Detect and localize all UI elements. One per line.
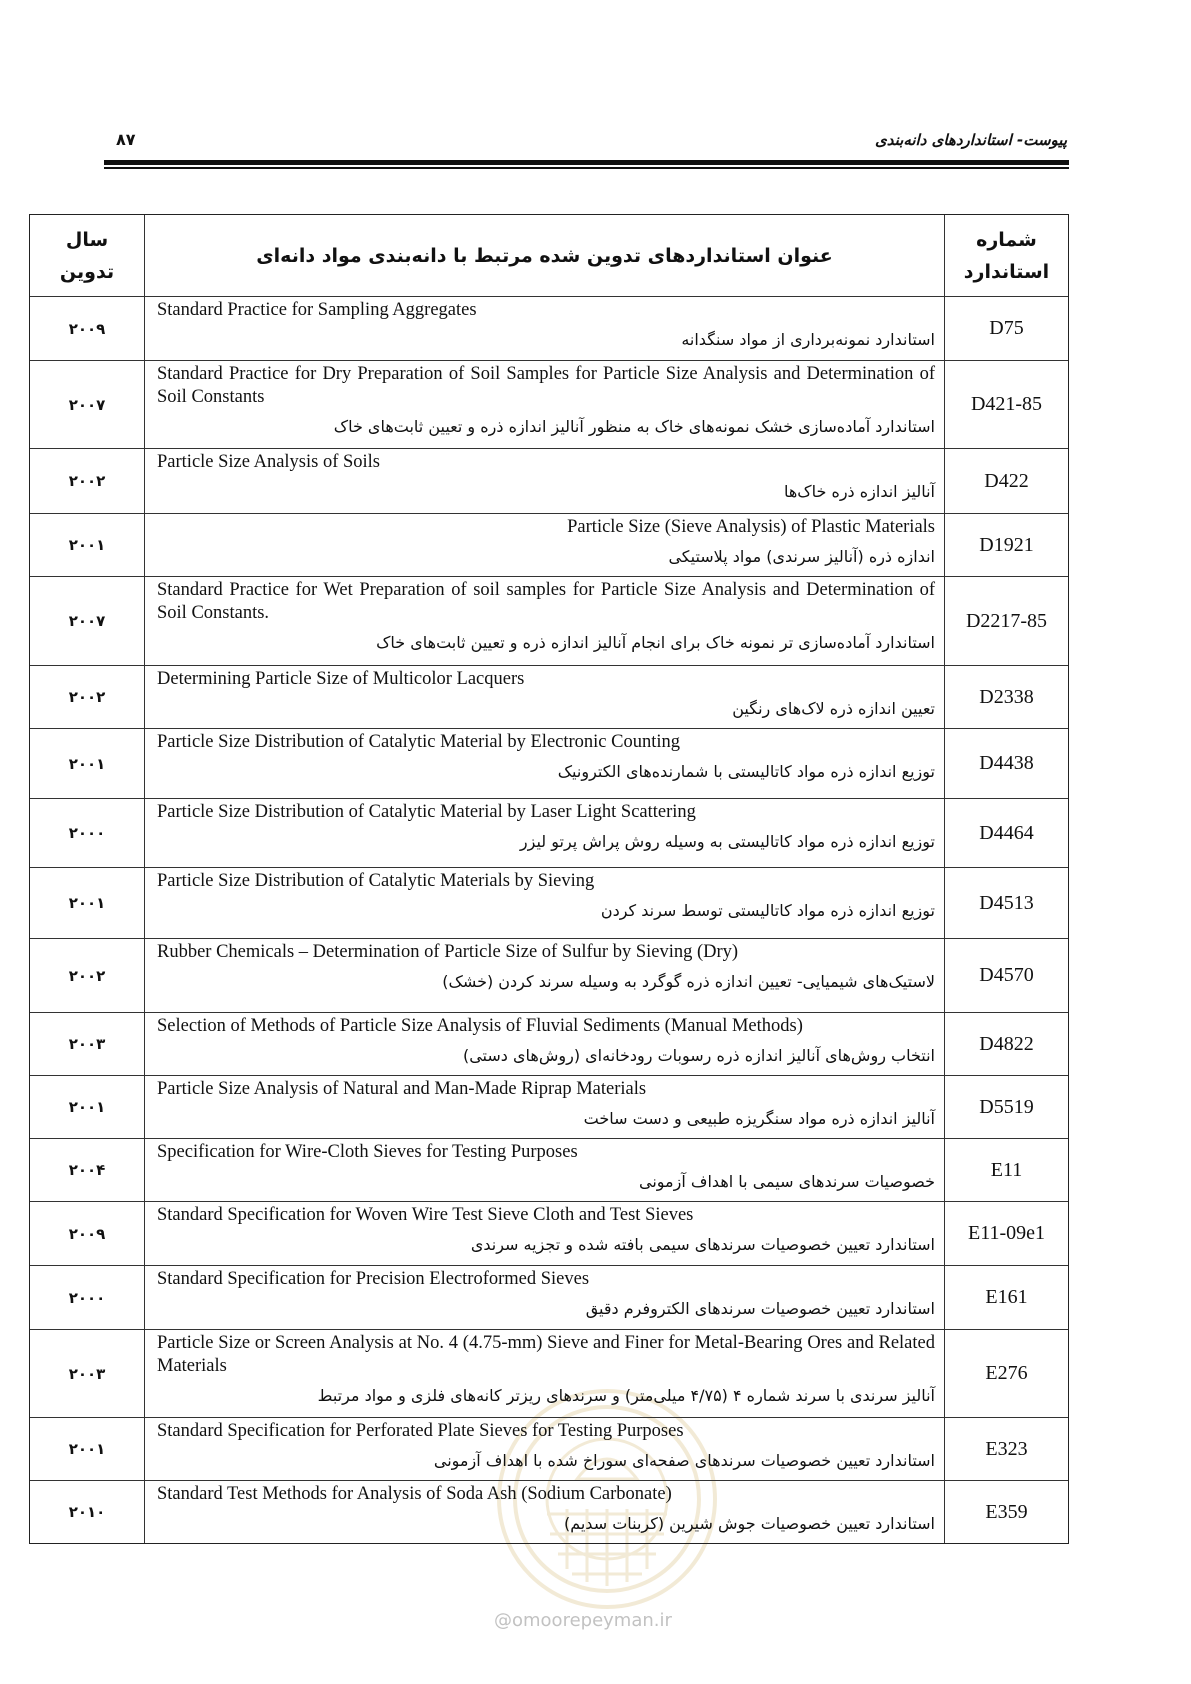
title-en: Particle Size or Screen Analysis at No. 4 (4.75-mm) Sieve and Finer for Metal-Bearing Ores and Related Materials (157, 1333, 935, 1376)
title-en: Determining Particle Size of Multicolor Lacquers (157, 669, 525, 689)
year-cell: ۲۰۱۰ (68, 1503, 106, 1521)
title-en: Standard Specification for Precision Electroformed Sieves (157, 1269, 590, 1289)
title-cell (144, 1330, 945, 1417)
header-rule-thin (104, 167, 1069, 169)
title-en: Standard Practice for Dry Preparation of Soil Samples for Particle Size Analysis and Determination of Soil Constants (157, 364, 935, 407)
year-cell: ۲۰۰۹ (68, 319, 106, 338)
table-row (30, 1075, 1068, 1138)
standard-number-cell: E359 (985, 1500, 1028, 1523)
title-en: Standard Specification for Woven Wire Test Sieve Cloth and Test Sieves (157, 1205, 694, 1225)
standard-number-cell: E323 (985, 1437, 1028, 1460)
title-en: Particle Size Distribution of Catalytic Materials by Sieving (157, 871, 595, 891)
year-cell: ۲۰۰۰ (68, 1288, 106, 1307)
title-fa: توزیع اندازه ذره مواد کاتالیستی به وسیله روش پراش پرتو لیزر (519, 832, 935, 851)
table-row (30, 513, 1068, 576)
title-en: Standard Test Methods for Analysis of Soda Ash (Sodium Carbonate) (157, 1484, 672, 1504)
standard-number-cell: E161 (985, 1286, 1028, 1308)
standard-number-cell: D1921 (979, 533, 1034, 556)
title-cell (144, 868, 945, 938)
title-fa: آنالیز اندازه ذره خاک‌ها (783, 482, 935, 501)
title-fa: خصوصیات سرندهای سیمی با اهداف آزمونی (639, 1172, 935, 1191)
table-header-row (30, 215, 1068, 296)
table-row (30, 1201, 1068, 1265)
table-row (30, 360, 1068, 448)
title-en: Particle Size Analysis of Natural and Man-Made Riprap Materials (157, 1079, 647, 1099)
number-header-line2: استاندارد (963, 260, 1050, 283)
table-row (30, 1012, 1068, 1075)
year-header-line1: سال (65, 228, 109, 251)
year-header-line2: تدوین (59, 260, 115, 283)
title-en: Particle Size Analysis of Soils (157, 452, 381, 472)
title-en: Rubber Chemicals – Determination of Particle Size of Sulfur by Sieving (Dry) (157, 942, 739, 962)
standard-number-cell: D4570 (979, 964, 1034, 986)
number-header-line1: شماره (976, 228, 1037, 251)
standards-table (29, 214, 1069, 1544)
title-fa: اندازه ذره (آنالیز سرندی) مواد پلاستیکی (668, 547, 935, 566)
table-row (30, 1480, 1068, 1543)
title-fa: لاستیک‌های شیمیایی- تعیین اندازه ذره گوگرد به وسیله سرند کردن (خشک) (442, 972, 935, 991)
title-cell (144, 514, 945, 576)
standard-number-cell: D2217-85 (965, 609, 1048, 632)
year-column-header (30, 215, 144, 296)
number-column-header (945, 215, 1068, 296)
year-cell: ۲۰۰۲ (68, 472, 106, 490)
year-cell: ۲۰۰۲ (68, 688, 106, 706)
standard-number-cell: E11 (990, 1158, 1023, 1181)
title-fa: توزیع اندازه ذره مواد کاتالیستی توسط سرند کردن (600, 901, 935, 920)
title-fa: استاندارد آماده‌سازی خشک نمونه‌های خاک به منظور آنالیز اندازه ذره و تعیین ثابت‌های خاک (333, 417, 935, 436)
title-en: Specification for Wire-Cloth Sieves for Testing Purposes (157, 1142, 578, 1162)
table-row (30, 728, 1068, 798)
title-en: Particle Size Distribution of Catalytic Material by Laser Light Scattering (157, 802, 696, 822)
title-fa: استاندارد تعیین خصوصیات جوش شیرین (کربنات سدیم) (563, 1514, 935, 1533)
header-rule-thick (104, 160, 1069, 165)
year-cell: ۲۰۰۲ (68, 966, 106, 985)
title-cell (144, 1076, 945, 1138)
standard-number-cell: D2338 (979, 685, 1034, 708)
title-en: Particle Size (Sieve Analysis) of Plastic Materials (567, 517, 935, 537)
year-cell: ۲۰۰۳ (68, 1035, 106, 1053)
title-cell (144, 1481, 945, 1543)
standard-number-cell: D4438 (979, 752, 1034, 774)
title-fa: استاندارد نمونه‌برداری از مواد سنگدانه (681, 330, 935, 349)
title-en: Standard Specification for Perforated Plate Sieves for Testing Purposes (157, 1421, 684, 1441)
title-cell (144, 1202, 945, 1265)
standard-number-cell: D4513 (979, 891, 1034, 914)
title-en: Standard Practice for Wet Preparation of soil samples for Particle Size Analysis and Determination of Soil Constants. (157, 580, 935, 623)
title-en: Standard Practice for Sampling Aggregates (157, 300, 477, 320)
page-header-title: پیوست- استانداردهای دانه‌بندی (875, 131, 1067, 149)
year-cell: ۲۰۰۱ (68, 1440, 106, 1458)
title-fa: آنالیز سرندی با سرند شماره ۴ (۴/۷۵ میلی‌متر) و سرندهای ریزتر کانه‌های فلزی و مواد مرتبط (317, 1386, 935, 1405)
table-row (30, 576, 1068, 665)
title-cell (144, 939, 945, 1012)
title-fa: استاندارد آماده‌سازی تر نمونه خاک برای انجام آنالیز اندازه ذره و تعیین ثابت‌های خاک (376, 633, 935, 652)
table-row (30, 938, 1068, 1012)
table-row (30, 1329, 1068, 1417)
standard-number-cell: D4464 (979, 821, 1034, 844)
title-cell (144, 1418, 945, 1480)
title-cell (144, 1013, 945, 1075)
year-cell: ۲۰۰۷ (68, 395, 106, 414)
title-cell (144, 1266, 945, 1329)
standard-number-cell: E11-09e1 (967, 1222, 1045, 1244)
table-row (30, 1417, 1068, 1480)
title-fa: توزیع اندازه ذره مواد کاتالیستی با شمارنده‌های الکترونیک (557, 762, 935, 781)
title-cell (144, 1139, 945, 1201)
standard-number-cell: D75 (989, 317, 1024, 339)
title-cell (144, 449, 945, 513)
year-cell: ۲۰۰۷ (68, 612, 106, 630)
title-cell (144, 799, 945, 867)
table-row (30, 1265, 1068, 1329)
table-row (30, 1138, 1068, 1201)
table-row (30, 798, 1068, 867)
year-cell: ۲۰۰۱ (68, 1098, 106, 1116)
year-cell: ۲۰۰۱ (68, 754, 106, 773)
title-fa: انتخاب روش‌های آنالیز اندازه ذره رسوبات رودخانه‌ای (روش‌های دستی) (462, 1046, 935, 1065)
year-cell: ۲۰۰۰ (68, 824, 106, 842)
year-cell: ۲۰۰۱ (68, 894, 106, 912)
title-fa: استاندارد تعیین خصوصیات سرندهای سیمی بافته شده و تجزیه سرندی (470, 1235, 935, 1254)
year-cell: ۲۰۰۳ (68, 1364, 106, 1383)
table-row (30, 665, 1068, 728)
title-cell (144, 297, 945, 360)
title-cell (144, 361, 945, 448)
year-cell: ۲۰۰۴ (68, 1161, 106, 1179)
title-fa: استاندارد تعیین خصوصیات سرندهای الکتروفرم دقیق (585, 1299, 935, 1318)
title-en: Particle Size Distribution of Catalytic Material by Electronic Counting (157, 732, 681, 752)
title-column-header: عنوان استانداردهای تدوین شده مرتبط با دانه‌بندی مواد دانه‌ای (144, 215, 945, 296)
title-cell (144, 729, 945, 798)
title-fa: استاندارد تعیین خصوصیات سرندهای صفحه‌ای سوراخ شده با اهداف آزمونی (433, 1451, 935, 1470)
table-row (30, 867, 1068, 938)
title-fa: تعیین اندازه ذره لاک‌های رنگین (732, 699, 935, 718)
table-row (30, 448, 1068, 513)
year-cell: ۲۰۰۹ (68, 1224, 106, 1243)
table-row (30, 296, 1068, 360)
standard-number-cell: E276 (985, 1362, 1028, 1384)
standard-number-cell: D5519 (979, 1095, 1034, 1118)
page-number: ۸۷ (116, 130, 136, 149)
title-cell (144, 666, 945, 728)
watermark-text: @omoorepeyman.ir (494, 1610, 672, 1631)
standard-number-cell: D4822 (979, 1032, 1034, 1055)
year-cell: ۲۰۰۱ (68, 536, 106, 554)
title-cell (144, 577, 945, 665)
title-en: Selection of Methods of Particle Size Analysis of Fluvial Sediments (Manual Methods) (157, 1016, 803, 1036)
standard-number-cell: D422 (984, 469, 1029, 492)
title-fa: آنالیز اندازه ذره مواد سنگریزه طبیعی و دست ساخت (583, 1109, 935, 1128)
standard-number-cell: D421-85 (970, 393, 1043, 415)
